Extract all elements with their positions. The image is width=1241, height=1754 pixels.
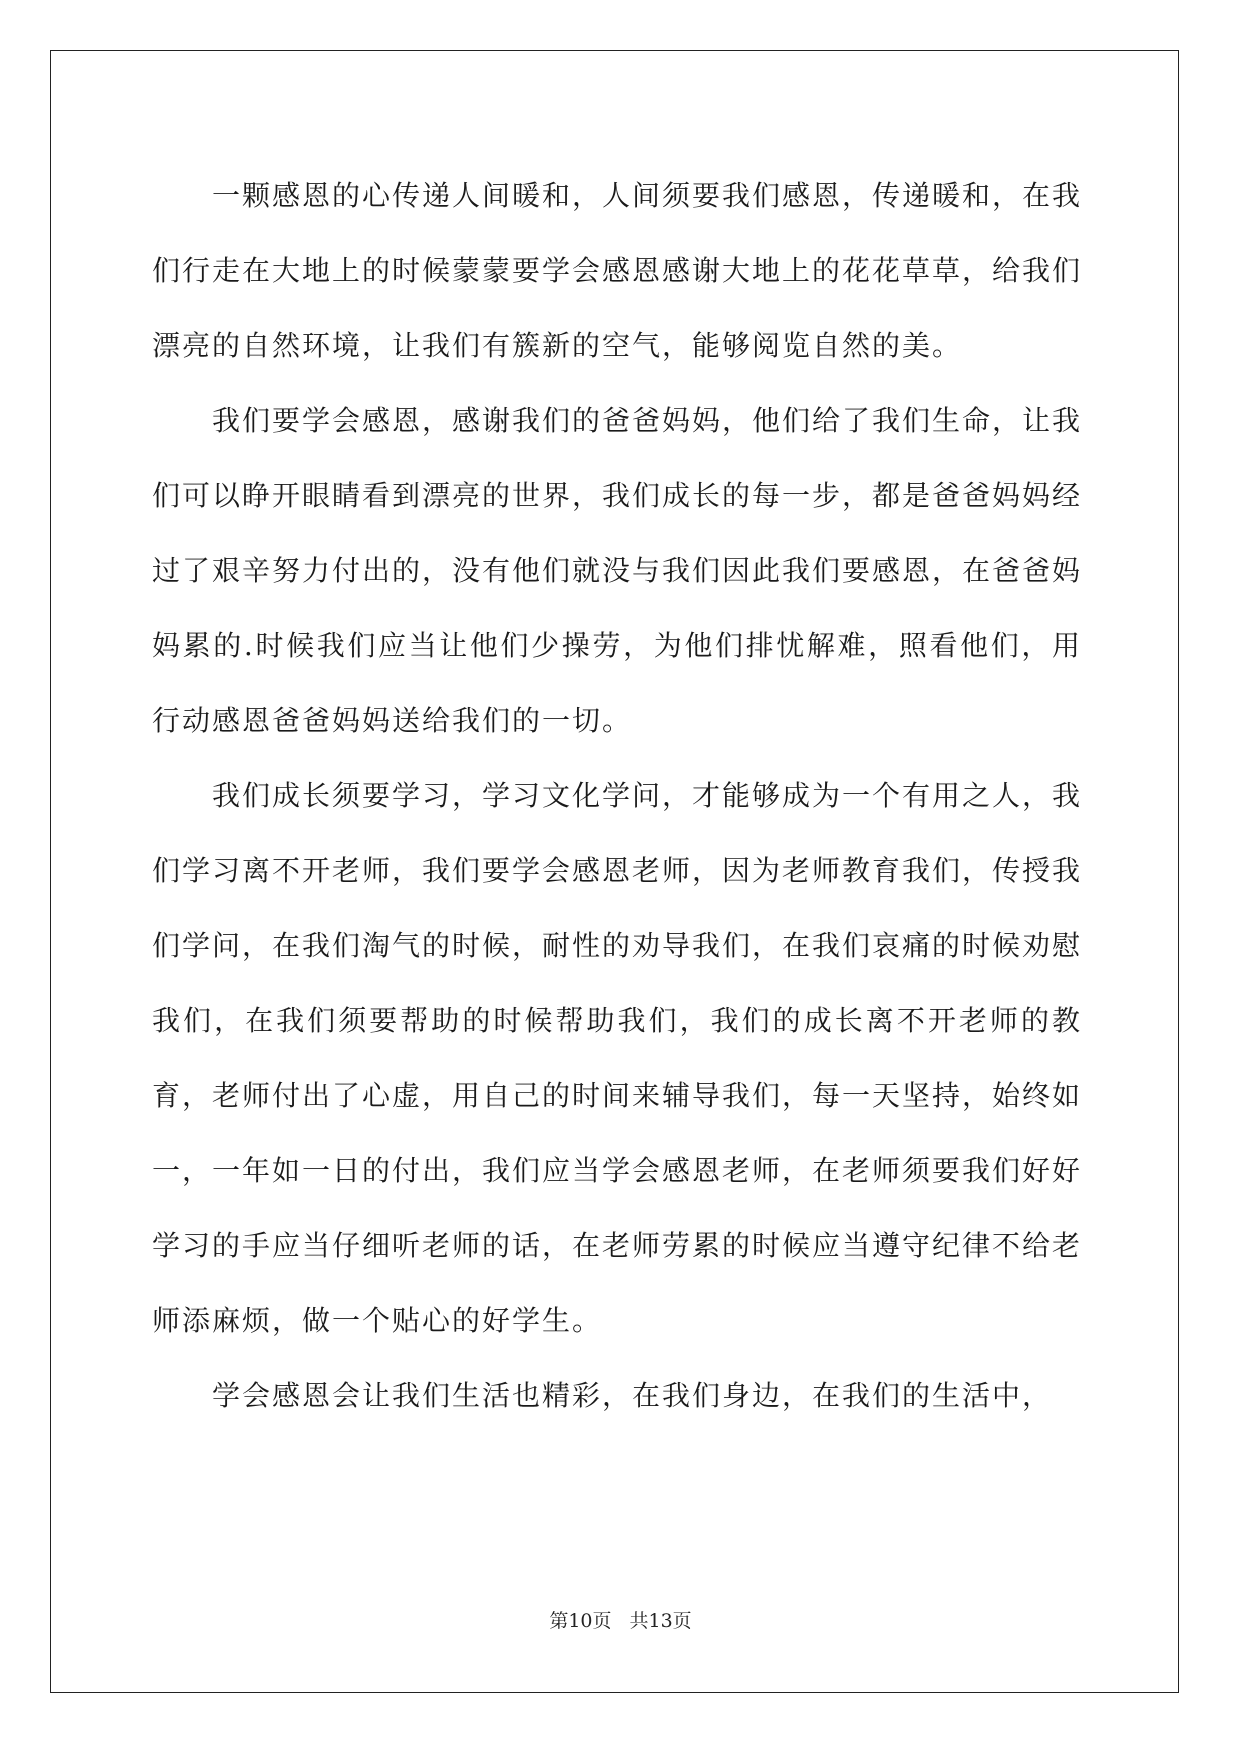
paragraph-4: 学会感恩会让我们生活也精彩，在我们身边，在我们的生活中， xyxy=(212,1379,1053,1412)
paragraph-1: 一颗感恩的心传递人间暖和，人间须要我们感恩，传递暖和，在我们行走在大地上的时候蒙蒙要学会感恩感谢大地上的花花草草，给我们漂亮的自然环境，让我们有簇新的空气，能够阅览自然的美。 xyxy=(152,179,1083,362)
document-body xyxy=(152,158,1082,1433)
page-footer xyxy=(0,1606,1241,1633)
current-page-number: 第10页 xyxy=(549,1610,612,1632)
paragraph-2: 我们要学会感恩，感谢我们的爸爸妈妈，他们给了我们生命，让我们可以睁开眼睛看到漂亮的世界，我们成长的每一步，都是爸爸妈妈经过了艰辛努力付出的，没有他们就没与我们因此我们要感恩，在爸爸妈妈累的.时候我们应当让他们少操劳，为他们排忧解难，照看他们，用行动感恩爸爸妈妈送给我们的一切。 xyxy=(152,404,1083,737)
total-page-count: 共13页 xyxy=(629,1610,692,1632)
paragraph-3: 我们成长须要学习，学习文化学问，才能够成为一个有用之人，我们学习离不开老师，我们要学会感恩老师，因为老师教育我们，传授我们学问，在我们淘气的时候，耐性的劝导我们，在我们哀痛的时候劝慰我们，在我们须要帮助的时候帮助我们，我们的成长离不开老师的教育，老师付出了心虚，用自己的时间来辅导我们，每一天坚持，始终如一，一年如一日的付出，我们应当学会感恩老师，在老师须要我们好好学习的手应当仔细听老师的话，在老师劳累的时候应当遵守纪律不给老师添麻烦，做一个贴心的好学生。 xyxy=(152,779,1083,1337)
